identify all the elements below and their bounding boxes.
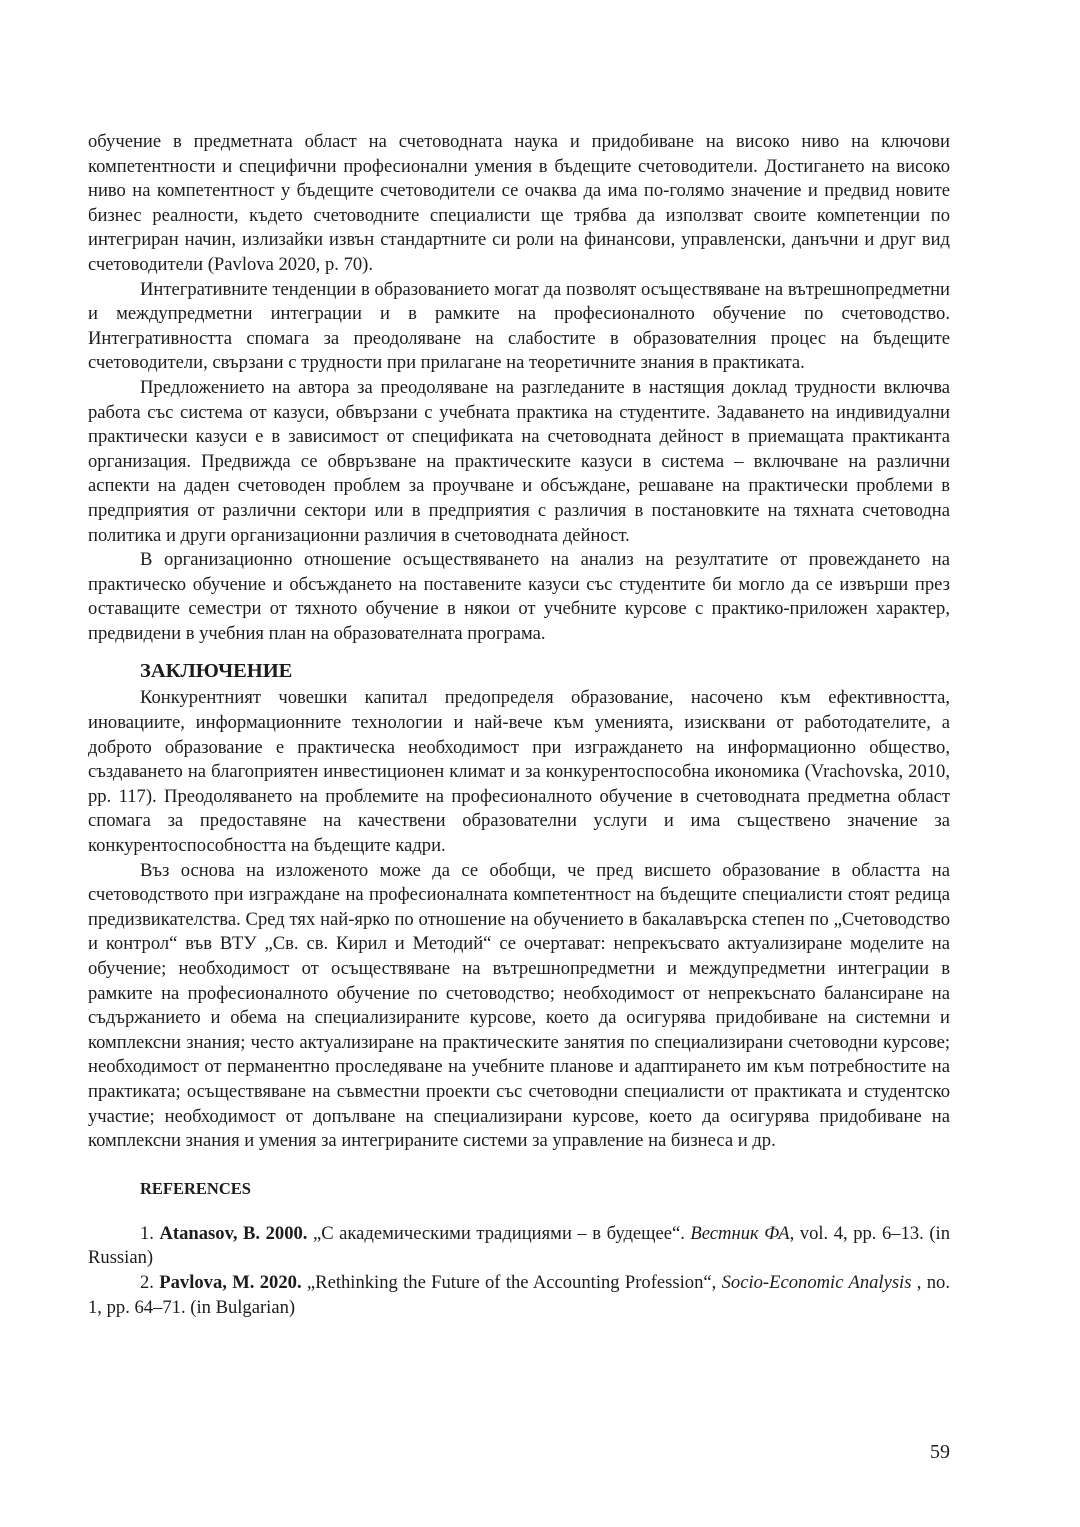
- reference-title: „Rethinking the Future of the Accounting Profession“,: [301, 1271, 722, 1293]
- section-heading-conclusion: ЗАКЛЮЧЕНИЕ: [140, 660, 293, 683]
- reference-journal: Socio-Economic Analysis: [721, 1271, 912, 1293]
- reference-item: [88, 1222, 950, 1271]
- reference-author: Atanasov, B. 2000.: [159, 1222, 308, 1244]
- reference-details: , vol. 4, pp. 6–13. (in Russian): [88, 1222, 951, 1269]
- reference-author: Pavlova, M. 2020.: [159, 1271, 302, 1293]
- reference-journal: Вестник ФА: [690, 1222, 790, 1244]
- page-number: 59: [930, 1441, 950, 1463]
- body-paragraph: Интегративните тенденции в образованието могат да позволят осъществяване на вътрешнопредметни и междупредметни интеграции и в рамките на професионалното обучение по счетоводство. Интегративността спомага за преодоляване на слабостите в образователния процес на бъдещите счетоводители, свързани с трудности при прилагане на теоретичните знания в практиката.: [88, 278, 950, 374]
- page-body: [88, 130, 950, 1320]
- reference-title: „С академическими традициями – в будещее“.: [307, 1222, 691, 1244]
- body-paragraph: обучение в предметната област на счетоводната наука и придобиване на високо ниво на ключови компетентности и специфични професионални умения в бъдещите счетоводители. Достигането на високо ниво на компетентност у бъдещите счетоводители се очаква да има по-голямо значение и предвид новите бизнес реалности, където счетоводните специалисти ще трябва да използват своите компетенции по интегриран начин, излизайки извън стандартните си роли на финансови, управленски, данъчни и друг вид счетоводители (Pavlova 2020, p. 70).: [88, 131, 950, 275]
- body-paragraph: Конкурентният човешки капитал предопределя образование, насочено към ефективността, иновациите, информационните технологии и най-вече към уменията, изисквани от работодателите, а доброто образование е практическа необходимост при изграждането на информационно общество, създаването на благоприятен инвестиционен климат и за конкурентоспособна икономика (Vrachovska, 2010, pp. 117). Преодоляването на проблемите на професионалното обучение в счетоводната предметна област спомага за предоставяне на качествени образователни услуги и има съществено значение за конкурентоспособността на бъдещите кадри.: [88, 687, 950, 857]
- body-paragraph: Предложението на автора за преодоляване на разгледаните в настящия доклад трудности включва работа със система от казуси, обвързани с учебната практика на студентите. Задаването на индивидуални практически казуси е в зависимост от спецификата на счетоводната дейност в приемащата практиканта организация. Предвижда се обвръзване на практическите казуси в система – включване на различни аспекти на даден счетоводен проблем за проучване и обсъждане, решаване на практически проблеми в предприятия от различни сектори или в предприятия с различия в постановките на тяхната счетоводна политика и други организационни различия в счетоводната дейност.: [88, 376, 950, 546]
- references-heading: REFERENCES: [140, 1178, 251, 1198]
- reference-number: 1.: [140, 1222, 160, 1244]
- reference-number: 2.: [140, 1271, 160, 1293]
- body-paragraph: В организационно отношение осъществяването на анализ на резултатите от провеждането на практическо обучение и обсъждането на поставените казуси със студентите би могло да се извърши през оставащите семестри от тяхното обучение в някои от учебните курсове с практико-приложен характер, предвидени в учебния план на образователната програма.: [88, 549, 950, 644]
- body-paragraph: Въз основа на изложеното може да се обобщи, че пред висшето образование в областта на счетоводството при изграждане на професионалната компетентност на бъдещите специалисти стоят редица предизвикателства. Сред тях най-ярко по отношение на обучението в бакалавърска степен по „Счетоводство и контрол“ във ВТУ „Св. св. Кирил и Методий“ се очертават: непрекъсвато актуализиране моделите на обучение; необходимост от осъществяване на вътрешнопредметни и междупредметни интеграции в рамките на професионалното обучение по счетоводство; необходимост от непрекъснато балансиране на съдържанието и обема на специализираните курсове, което да осигурява придобиване на системни и комплексни знания; често актуализиране на практическите занятия по специализирани счетоводни курсове; необходимост от перманентно проследяване на учебните планове и адаптирането им към потребностите на практиката; осъществяване на съвместни проекти със счетоводни специалисти от практиката и студентско участие; необходимост от допълване на специализирани курсове, което да осигурява придобиване на комплексни знания и умения за интегрираните системи за управление на бизнеса и др.: [88, 859, 950, 1152]
- reference-details: , no. 1, pp. 64–71. (in Bulgarian): [88, 1271, 950, 1318]
- reference-item: [88, 1271, 950, 1320]
